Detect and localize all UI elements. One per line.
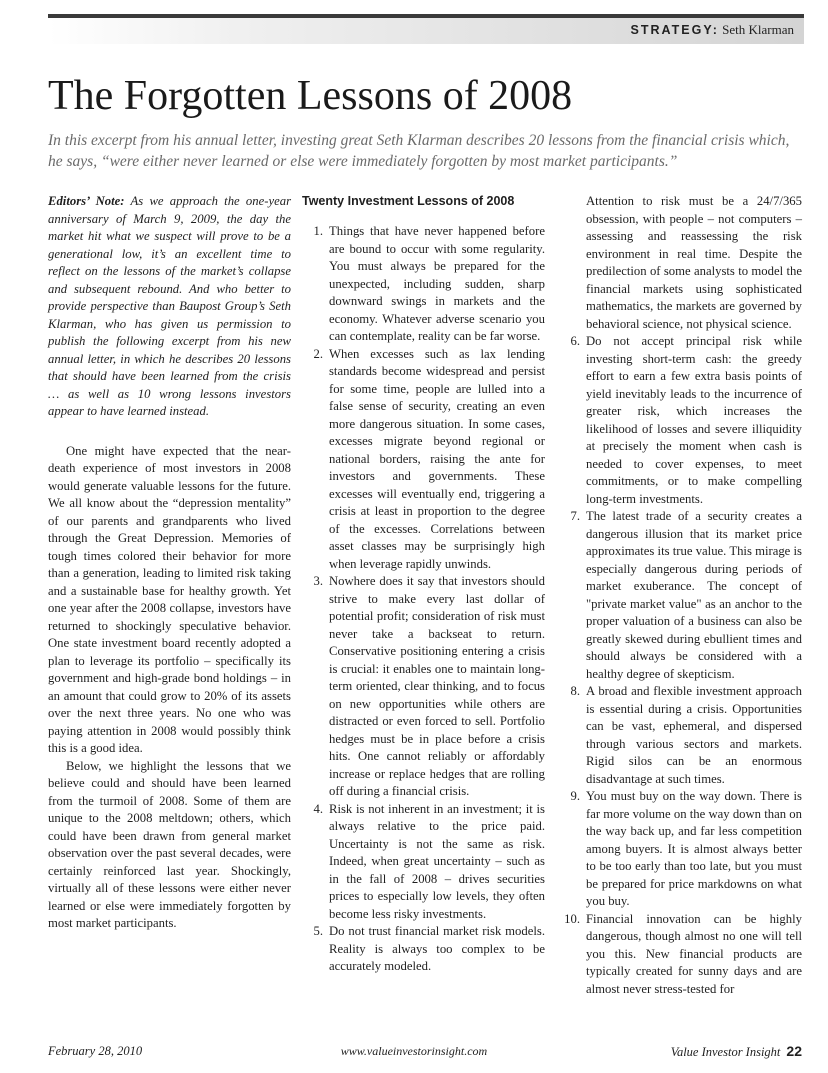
lesson-continued-text: Attention to risk must be a 24/7/365 obsession, with people – not computers – assessing and reassessing the risk environment in real time. Despite the predilection of some analysts to model the financial markets using sophisticated mathematics, the markets are governed by behavioral science, not physical science. <box>586 194 802 331</box>
lesson-number: 3. <box>313 574 323 588</box>
lesson-item <box>559 788 802 911</box>
article-deck: In this excerpt from his annual letter, investing great Seth Klarman describes 20 lessons from the financial crisis which, he says, “were either never learned or else were immediately forgotten by most market participants.” <box>48 132 790 170</box>
lesson-text: Do not trust financial market risk models. Reality is always too complex to be accurately modeled. <box>329 924 545 973</box>
lesson-item <box>302 573 545 801</box>
lesson-text: Do not accept principal risk while investing short-term cash: the greedy effort to earn a few extra basis points of yield inevitably leads to the incurrence of greater risk, which increases the likelihood of losses and severe illiquidity at precisely the moment when cash is needed to cover expenses, to meet commitments, or to make compelling long-term investments. <box>586 334 802 506</box>
lesson-number: 4. <box>313 801 323 816</box>
lesson-text: Things that have never happened before are bound to occur with some regularity. You must always be prepared for the unexpected, including sudden, sharp downward swings in markets and the economy. Whatever adverse scenario you can contemplate, reality can be far worse. <box>329 224 545 343</box>
section-name: Seth Klarman <box>722 22 794 37</box>
lesson-item <box>559 333 802 508</box>
lesson-number: 8. <box>570 684 580 698</box>
column-right <box>559 193 802 998</box>
lesson-text: Risk is not inherent in an investment; it is always relative to the price paid. Uncertainty is not the same as risk. Indeed, when great uncertainty – such as in the fall of 2008 – drives securities prices to especially low levels, they often become less risky investments. <box>329 801 545 921</box>
column-middle <box>302 193 545 976</box>
footer-url: www.valueinvestorinsight.com <box>340 1044 488 1058</box>
lesson-text: You must buy on the way down. There is far more volume on the way down than on the way back up, and far less competition among buyers. It is almost always better to be too early than too late, but you must be prepared for price markdowns on what you buy. <box>586 789 802 908</box>
lesson-number: 1. <box>313 224 323 238</box>
lesson-number: 6. <box>570 334 580 348</box>
lesson-text: A broad and flexible investment approach is essential during a crisis. Opportunities can be vast, ephemeral, and dispersed through various sectors and markets. Rigid silos can be an enormous disadvantage at such times. <box>586 684 802 786</box>
footer-date: February 28, 2010 <box>48 1044 143 1058</box>
lesson-number: 7. <box>570 509 580 523</box>
lesson-item <box>302 801 545 924</box>
lesson-item <box>302 923 545 976</box>
section-label <box>631 19 794 41</box>
editors-note-text: As we approach the one-year anniversary of March 9, 2009, the day the market hit what we suspect will prove to be a generational low, it’s an excellent time to reflect on the lessons of the market’s collapse and subsequent rebound. And who better to provide perspective than Baupost Group’s Seth Klarman, who has given us permission to publish the following excerpt from his new annual letter, in which he describes 20 lessons that should have been learned from the crisis … as well as 10 wrong lessons investors appear to have learned instead. <box>48 194 292 418</box>
editors-note <box>48 193 291 421</box>
lesson-number: 2. <box>313 346 323 361</box>
lesson-number: 10. <box>564 911 580 926</box>
body-paragraph: Below, we highlight the lessons that we believe could and should have been learned from the turmoil of 2008. Some of them are unique to the 2008 meltdown; others, which could have been drawn from general market observation over the past several decades, were certainly reinforced last year. Shockingly, virtually all of these lessons were either never learned or else were immediately forgotten by most market participants. <box>48 758 291 930</box>
publication-name: Value Investor Insight <box>670 1045 781 1059</box>
lesson-item <box>302 223 545 346</box>
footer-publication <box>671 1043 802 1060</box>
body-paragraph: One might have expected that the near-death experience of most investors in 2008 would generate valuable lessons for the future. We all know about the “depression mentality” of our parents and grandparents who lived through the Great Depression. Memories of tough times colored their behavior for more than a generation, leading to limited risk taking and a sustainable base for healthy growth. Yet one year after the 2008 collapse, investors have returned to shockingly speculative behavior. One state investment board recently adopted a plan to leverage its portfolio – specifically its government and high-grade bond holdings – in an amount that could grow to 20% of its assets over the next three years. No one who was paying attention in 2008 would possibly think this is a good idea. <box>48 443 291 755</box>
lesson-text: Nowhere does it say that investors should strive to make every last dollar of potential profit; consideration of risk must never take a backseat to return. Conservative positioning entering a crisis is crucial: it enables one to maintain long-term oriented, clear thinking, and to focus on new opportunities while others are distracted or even forced to sell. Portfolio hedges must be in place before a crisis hits. One cannot reliably or affordably increase or replace hedges that are rolling off during a financial crisis. <box>329 574 545 798</box>
article-title: The Forgotten Lessons of 2008 <box>48 73 573 119</box>
editors-note-lead: Editors’ Note: <box>48 194 125 208</box>
lessons-heading: Twenty Investment Lessons of 2008 <box>302 194 515 208</box>
column-left <box>48 193 291 933</box>
lesson-text: The latest trade of a security creates a dangerous illusion that its market price approximates its true value. This mirage is especially dangerous during periods of market exuberance. The concept of "private market value" as an anchor to the proper valuation of a business can also be greatly skewed during ebullient times and should always be considered with a healthy degree of skepticism. <box>586 509 802 681</box>
lesson-item <box>559 508 802 683</box>
lesson-text: When excesses such as lax lending standards become widespread and persist for some time, people are lulled into a false sense of security, creating an even more dangerous situation. In some cases, excesses migrate beyond regional or national borders, raising the ante for investors and governments. These excesses will eventually end, triggering a crisis at least in proportion to the degree of the excesses. Correlations between asset classes may be surprisingly high when leverage rapidly unwinds. <box>329 346 545 571</box>
lesson-item <box>559 911 802 999</box>
page-number: 22 <box>786 1043 802 1059</box>
lessons-list-2 <box>559 333 802 998</box>
lesson-number: 9. <box>570 789 580 803</box>
lesson-item <box>302 346 545 574</box>
lesson-item <box>559 683 802 788</box>
lesson-text: Financial innovation can be highly dangerous, though almost no one will tell you this. New financial products are typically created for sunny days and are almost never stress-tested for <box>586 911 802 996</box>
section-keyword: STRATEGY: <box>630 23 719 37</box>
lesson-number: 5. <box>313 924 323 938</box>
lessons-list-1 <box>302 223 545 976</box>
